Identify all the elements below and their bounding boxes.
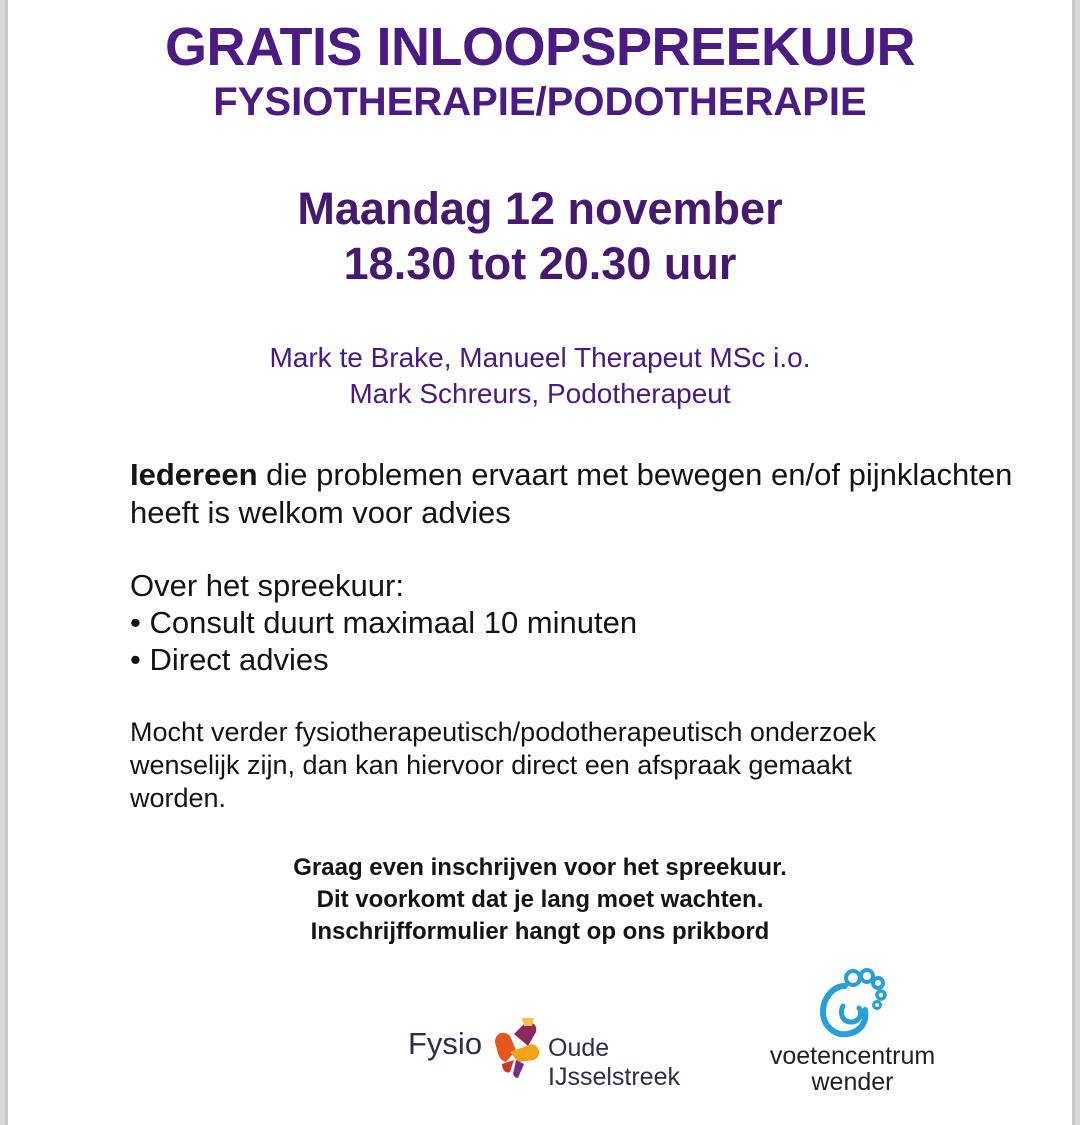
signup-line-1: Graag even inschrijven voor het spreekuur.: [293, 854, 787, 881]
list-item: • Consult duurt maximaal 10 minuten: [130, 604, 1030, 641]
signup-notice: [0, 852, 1080, 948]
followup-paragraph: Mocht verder fysiotherapeutisch/podotherapeutisch onderzoek wenselijk zijn, dan kan hiervoor direct een afspraak gemaakt worden.: [130, 717, 876, 813]
about-list: [130, 604, 1030, 678]
therapist-2: Mark Schreurs, Podotherapeut: [349, 378, 731, 409]
therapist-1: Mark te Brake, Manueel Therapeut MSc i.o.: [269, 342, 811, 373]
poster-subtitle: FYSIOTHERAPIE/PODOTHERAPIE: [213, 80, 867, 124]
voetencentrum-logo: [765, 966, 940, 1096]
voetencentrum-logo-line2: wender: [811, 1068, 894, 1096]
welcome-paragraph: [130, 456, 1030, 532]
fysio-logo-place: Oude IJsselstreek: [548, 1034, 680, 1091]
welcome-text: die problemen ervaart met bewegen en/of pijnklachten heeft is welkom voor advies: [130, 457, 1013, 530]
signup-line-2: Dit voorkomt dat je lang moet wachten.: [316, 886, 764, 913]
about-heading: Over het spreekuur:: [130, 568, 404, 603]
fysio-logo: [408, 1014, 738, 1091]
page-border-left: [5, 0, 8, 1125]
welcome-bold: Iedereen: [130, 457, 258, 492]
fysio-figure-icon: [488, 1016, 546, 1080]
voetencentrum-logo-line1: voetencentrum: [769, 1042, 936, 1070]
footprint-icon: [815, 966, 891, 1042]
poster-page: [5, 0, 1075, 1125]
list-item: • Direct advies: [130, 641, 1030, 678]
event-date: Maandag 12 november: [297, 183, 783, 234]
page-border-right: [1072, 0, 1075, 1125]
event-time: 18.30 tot 20.30 uur: [343, 238, 737, 289]
poster-title: GRATIS INLOOPSPREEKUUR: [164, 17, 916, 77]
about-section: [130, 567, 1030, 678]
signup-line-3: Inschrijfformulier hangt op ons prikbord: [310, 918, 770, 945]
fysio-logo-word: Fysio: [408, 1026, 483, 1061]
